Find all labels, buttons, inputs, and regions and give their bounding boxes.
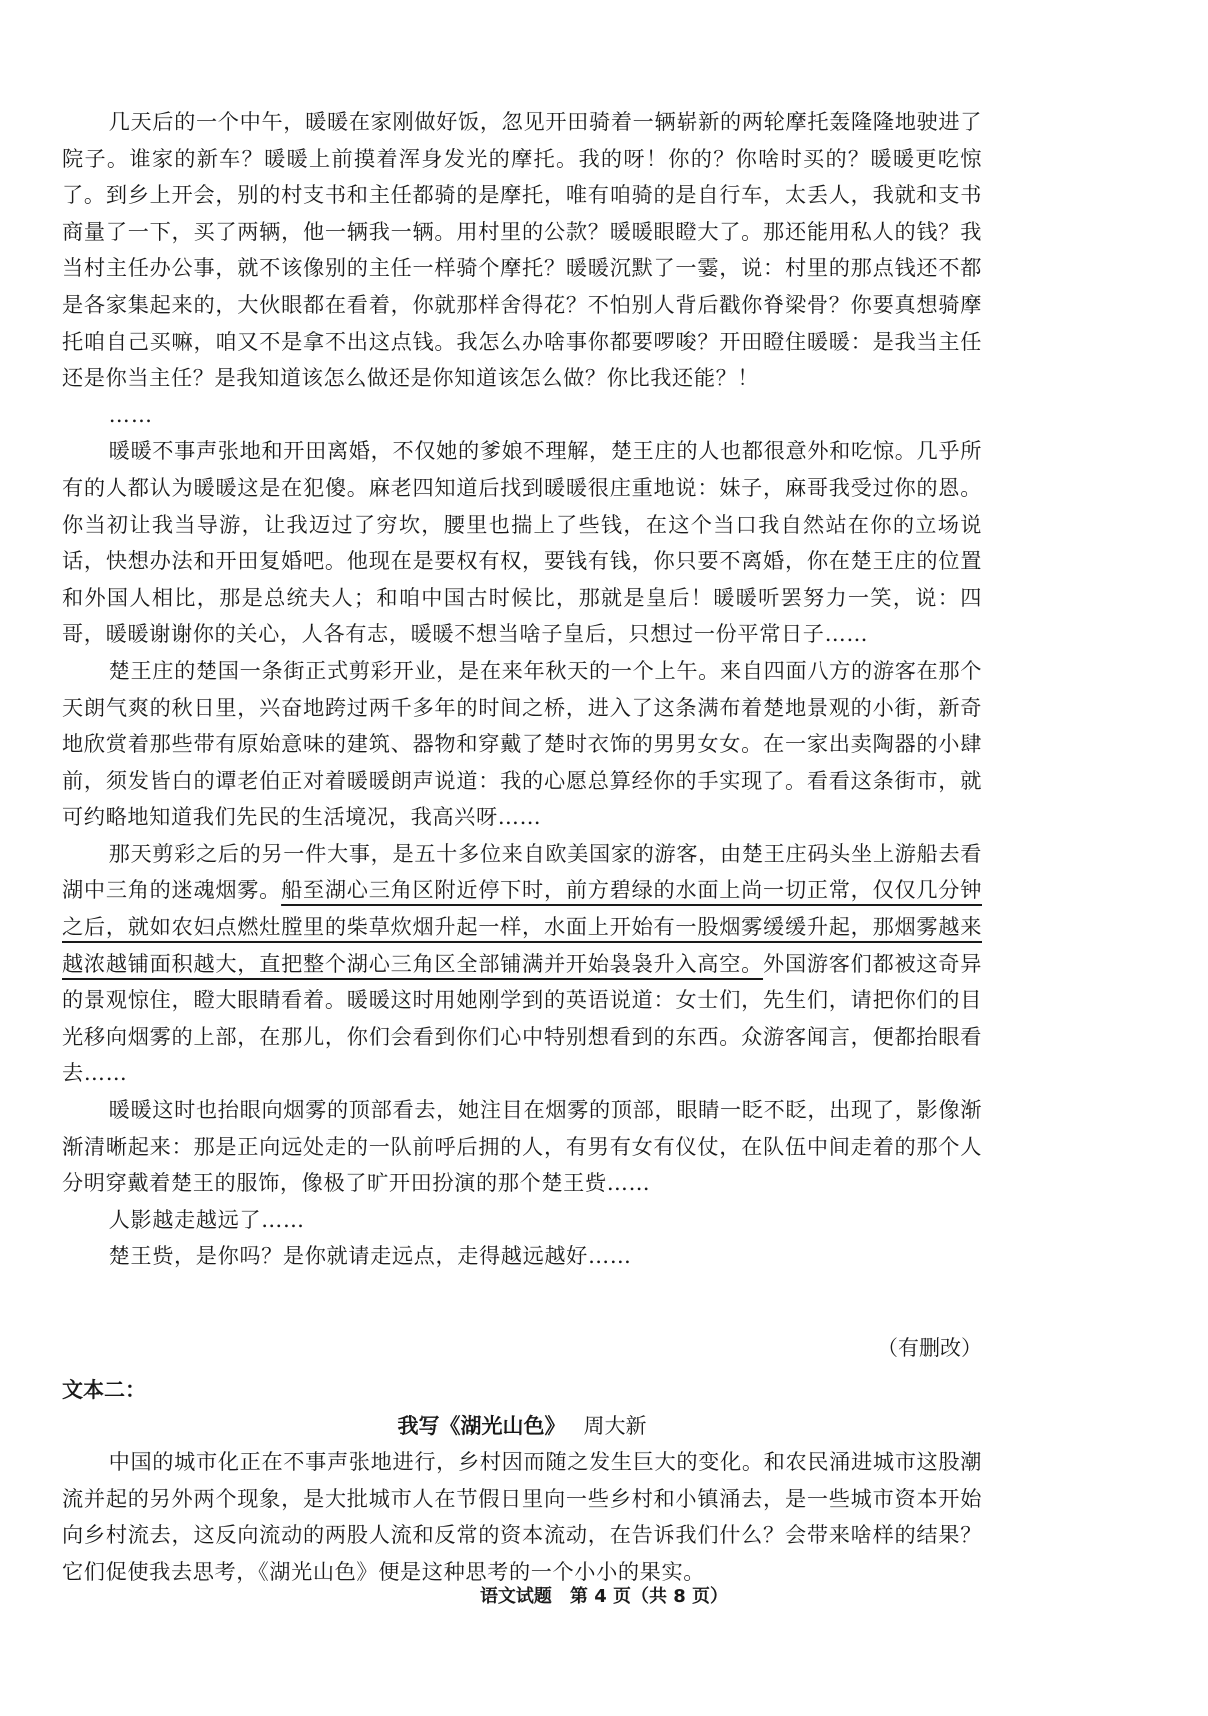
paragraph: 楚王庄的楚国一条街正式剪彩开业，是在来年秋天的一个上午。来自四面八方的游客在那个天朗气爽的秋日里，兴奋地跨过两千多年的时间之桥，进入了这条满布着楚地景观的小街，新奇地欣赏着那些带有原始意味的建筑、器物和穿戴了楚时衣饰的男男女女。在一家出卖陶器的小肆前，须发皆白的谭老伯正对着暖暖朗声说道：我的心愿总算经你的手实现了。看看这条街市，就可约略地知道我们先民的生活境况，我高兴呀…… [62,657,982,830]
source-note: （有删改） [877,1336,982,1360]
paragraph-with-underline [62,836,982,1092]
paragraph: 暖暖这时也抬眼向烟雾的顶部看去，她注目在烟雾的顶部，眼睛一眨不眨，出现了，影像渐渐清晰起来：那是正向远处走的一队前呼后拥的人，有男有女有仪仗，在队伍中间走着的那个人分明穿戴着楚王的服饰，像极了旷开田扮演的那个楚王赀…… [62,1097,982,1196]
paragraph-text: 那天剪彩之后的另一件大事，是五十多位来自欧美国家的游客，由楚王庄码头坐上游船去看湖中三角的迷魂烟雾。 [62,840,982,903]
article-author: 周大新 [583,1414,647,1438]
text-two-body [62,1444,982,1590]
paragraph: 楚王赀，是你吗？是你就请走远点，走得越远越好…… [108,1243,632,1269]
article-title: 我写《湖光山色》 [397,1414,566,1438]
paragraph-text: 外国游客们都被这奇异的景观惊住，瞪大眼睛看着。暖暖这时用她刚学到的英语说道：女士们，先生们，请把你们的目光移向烟雾的上部，在那儿，你们会看到你们心中特别想看到的东西。众游客闻言，便都抬眼看去…… [62,950,982,1086]
paragraph: 几天后的一个中午，暖暖在家刚做好饭，忽见开田骑着一辆崭新的两轮摩托轰隆隆地驶进了院子。谁家的新车？暖暖上前摸着浑身发光的摩托。我的呀！你的？你啥时买的？暖暖更吃惊了。到乡上开会，别的村支书和主任都骑的是摩托，唯有咱骑的是自行车，太丢人，我就和支书商量了一下，买了两辆，他一辆我一辆。用村里的公款？暖暖眼瞪大了。那还能用私人的钱？我当村主任办公事，就不该像别的主任一样骑个摩托？暖暖沉默了一霎，说：村里的那点钱还不都是各家集起来的，大伙眼都在看着，你就那样舍得花？不怕别人背后戳你脊梁骨？你要真想骑摩托咱自己买嘛，咱又不是拿不出这点钱。我怎么办啥事你都要啰唆？开田瞪住暖暖：是我当主任还是你当主任？是我知道该怎么做还是你知道该怎么做？你比我还能？！ [62,109,982,391]
page-footer: 语文试题 第 4 页（共 8 页） [479,1586,729,1607]
text-one-body [62,104,982,1275]
ellipsis-separator: …… [108,401,153,427]
paragraph: 暖暖不事声张地和开田离婚，不仅她的爹娘不理解，楚王庄的人也都很意外和吃惊。几乎所有的人都认为暖暖这是在犯傻。麻老四知道后找到暖暖很庄重地说：妹子，麻哥我受过你的恩。你当初让我当导游，让我迈过了穷坎，腰里也揣上了些钱，在这个当口我自然站在你的立场说话，快想办法和开田复婚吧。他现在是要权有权，要钱有钱，你只要不离婚，你在楚王庄的位置和外国人相比，那是总统夫人；和咱中国古时候比，那就是皇后！暖暖听罢努力一笑，说：四哥，暖暖谢谢你的关心，人各有志，暖暖不想当啥子皇后，只想过一份平常日子…… [62,438,982,647]
section-label: 文本二： [62,1378,146,1402]
article-heading [62,1408,982,1444]
paragraph: 人影越走越远了…… [108,1206,305,1232]
paragraph: 中国的城市化正在不事声张地进行，乡村因而随之发生巨大的变化。和农民涌进城市这股潮流并起的另外两个现象，是大批城市人在节假日里向一些乡村和小镇涌去，是一些城市资本开始向乡村流去，这反向流动的两股人流和反常的资本流动，在告诉我们什么？会带来啥样的结果？它们促使我去思考，《湖光山色》便是这种思考的一个小小的果实。 [62,1449,982,1584]
underlined-passage: 船至湖心三角区附近停下时，前方碧绿的水面上尚一切正常，仅仅几分钟之后，就如农妇点燃灶膛里的柴草炊烟升起一样，水面上开始有一股烟雾缓缓升起，那烟雾越来越浓越铺面积越大，直把整个湖心三角区全部铺满并开始袅袅升入高空。 [62,877,982,976]
